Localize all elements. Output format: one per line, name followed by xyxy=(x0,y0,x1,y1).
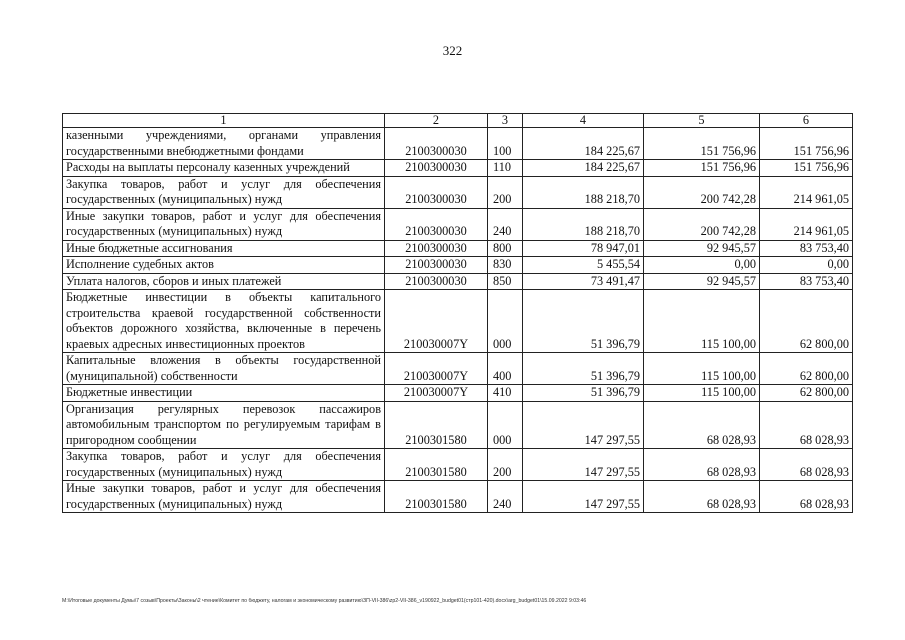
row-name-cell: Иные закупки товаров, работ и услуг для обеспечения государственных (муниципальных) нужд xyxy=(63,481,385,513)
target-code-cell: 2100300030 xyxy=(385,160,488,177)
amount-cell: 200 742,28 xyxy=(644,176,760,208)
amount-cell: 68 028,93 xyxy=(760,481,853,513)
amount-cell: 188 218,70 xyxy=(523,208,644,240)
amount-cell: 151 756,96 xyxy=(644,160,760,177)
amount-cell: 200 742,28 xyxy=(644,208,760,240)
row-name-cell: Закупка товаров, работ и услуг для обеспечения государственных (муниципальных) нужд xyxy=(63,176,385,208)
amount-cell: 51 396,79 xyxy=(523,385,644,402)
target-code-cell: 210030007Y xyxy=(385,385,488,402)
header-cell: 2 xyxy=(385,114,488,128)
target-code-cell: 210030007Y xyxy=(385,353,488,385)
amount-cell: 62 800,00 xyxy=(760,290,853,353)
amount-cell: 115 100,00 xyxy=(644,353,760,385)
expense-type-cell: 100 xyxy=(488,128,523,160)
table-row xyxy=(63,208,853,240)
table-row xyxy=(63,240,853,257)
row-name-cell: Организация регулярных перевозок пассажиров автомобильным транспортом по регулируемым тарифам в пригородном сообщении xyxy=(63,401,385,449)
expense-type-cell: 240 xyxy=(488,208,523,240)
expense-type-cell: 800 xyxy=(488,240,523,257)
table-row xyxy=(63,176,853,208)
table-row xyxy=(63,481,853,513)
amount-cell: 83 753,40 xyxy=(760,240,853,257)
table-row xyxy=(63,257,853,274)
amount-cell: 83 753,40 xyxy=(760,273,853,290)
row-name-cell: Иные закупки товаров, работ и услуг для обеспечения государственных (муниципальных) нужд xyxy=(63,208,385,240)
row-name-cell: Иные бюджетные ассигнования xyxy=(63,240,385,257)
table-header-row xyxy=(63,114,853,128)
target-code-cell: 2100300030 xyxy=(385,257,488,274)
target-code-cell: 2100300030 xyxy=(385,208,488,240)
amount-cell: 151 756,96 xyxy=(644,128,760,160)
header-cell: 3 xyxy=(488,114,523,128)
amount-cell: 147 297,55 xyxy=(523,449,644,481)
amount-cell: 0,00 xyxy=(644,257,760,274)
target-code-cell: 210030007Y xyxy=(385,290,488,353)
row-name-cell: Бюджетные инвестиции xyxy=(63,385,385,402)
amount-cell: 51 396,79 xyxy=(523,353,644,385)
amount-cell: 68 028,93 xyxy=(760,401,853,449)
expense-type-cell: 000 xyxy=(488,290,523,353)
amount-cell: 147 297,55 xyxy=(523,401,644,449)
amount-cell: 214 961,05 xyxy=(760,176,853,208)
target-code-cell: 2100300030 xyxy=(385,240,488,257)
amount-cell: 214 961,05 xyxy=(760,208,853,240)
row-name-cell: Бюджетные инвестиции в объекты капитального строительства краевой государственной собственности объектов дорожного хозяйства, включенные в перечень краевых адресных инвестиционных проектов xyxy=(63,290,385,353)
expense-type-cell: 200 xyxy=(488,176,523,208)
amount-cell: 151 756,96 xyxy=(760,160,853,177)
target-code-cell: 2100301580 xyxy=(385,401,488,449)
row-name-cell: Уплата налогов, сборов и иных платежей xyxy=(63,273,385,290)
table-row xyxy=(63,449,853,481)
target-code-cell: 2100301580 xyxy=(385,449,488,481)
expense-type-cell: 410 xyxy=(488,385,523,402)
amount-cell: 68 028,93 xyxy=(644,449,760,481)
expense-type-cell: 850 xyxy=(488,273,523,290)
table-row xyxy=(63,160,853,177)
target-code-cell: 2100300030 xyxy=(385,273,488,290)
row-name-cell: Расходы на выплаты персоналу казенных учреждений xyxy=(63,160,385,177)
expense-type-cell: 000 xyxy=(488,401,523,449)
amount-cell: 151 756,96 xyxy=(760,128,853,160)
amount-cell: 184 225,67 xyxy=(523,160,644,177)
table-row xyxy=(63,290,853,353)
expense-type-cell: 830 xyxy=(488,257,523,274)
amount-cell: 62 800,00 xyxy=(760,353,853,385)
amount-cell: 0,00 xyxy=(760,257,853,274)
table-row xyxy=(63,128,853,160)
target-code-cell: 2100300030 xyxy=(385,176,488,208)
amount-cell: 92 945,57 xyxy=(644,273,760,290)
amount-cell: 115 100,00 xyxy=(644,385,760,402)
expense-type-cell: 110 xyxy=(488,160,523,177)
amount-cell: 115 100,00 xyxy=(644,290,760,353)
row-name-cell: Закупка товаров, работ и услуг для обеспечения государственных (муниципальных) нужд xyxy=(63,449,385,481)
amount-cell: 5 455,54 xyxy=(523,257,644,274)
amount-cell: 188 218,70 xyxy=(523,176,644,208)
amount-cell: 147 297,55 xyxy=(523,481,644,513)
row-name-cell: казенными учреждениями, органами управления государственными внебюджетными фондами xyxy=(63,128,385,160)
amount-cell: 68 028,93 xyxy=(644,481,760,513)
header-cell: 5 xyxy=(644,114,760,128)
table-row xyxy=(63,273,853,290)
amount-cell: 78 947,01 xyxy=(523,240,644,257)
row-name-cell: Капитальные вложения в объекты государственной (муниципальной) собственности xyxy=(63,353,385,385)
amount-cell: 73 491,47 xyxy=(523,273,644,290)
amount-cell: 62 800,00 xyxy=(760,385,853,402)
budget-table xyxy=(62,113,853,513)
target-code-cell: 2100301580 xyxy=(385,481,488,513)
row-name-cell: Исполнение судебных актов xyxy=(63,257,385,274)
amount-cell: 184 225,67 xyxy=(523,128,644,160)
table-row xyxy=(63,385,853,402)
expense-type-cell: 400 xyxy=(488,353,523,385)
target-code-cell: 2100300030 xyxy=(385,128,488,160)
amount-cell: 68 028,93 xyxy=(644,401,760,449)
header-cell: 1 xyxy=(63,114,385,128)
header-cell: 4 xyxy=(523,114,644,128)
amount-cell: 68 028,93 xyxy=(760,449,853,481)
amount-cell: 51 396,79 xyxy=(523,290,644,353)
expense-type-cell: 200 xyxy=(488,449,523,481)
header-cell: 6 xyxy=(760,114,853,128)
page-number: 322 xyxy=(442,43,463,58)
amount-cell: 92 945,57 xyxy=(644,240,760,257)
expense-type-cell: 240 xyxy=(488,481,523,513)
table-row xyxy=(63,401,853,449)
table-row xyxy=(63,353,853,385)
footer-file-path: M:\Итоговые документы Думы\7 созыв\Проекты\Законы\2 чтение\Комитет по бюджету, налогам и экономическому развитию\ЗП-VII-386\zp2-VII-386_v190922_budget01(стр101-420).docx\arg_budget01\15.09.2022 9:03:46 xyxy=(62,598,587,604)
